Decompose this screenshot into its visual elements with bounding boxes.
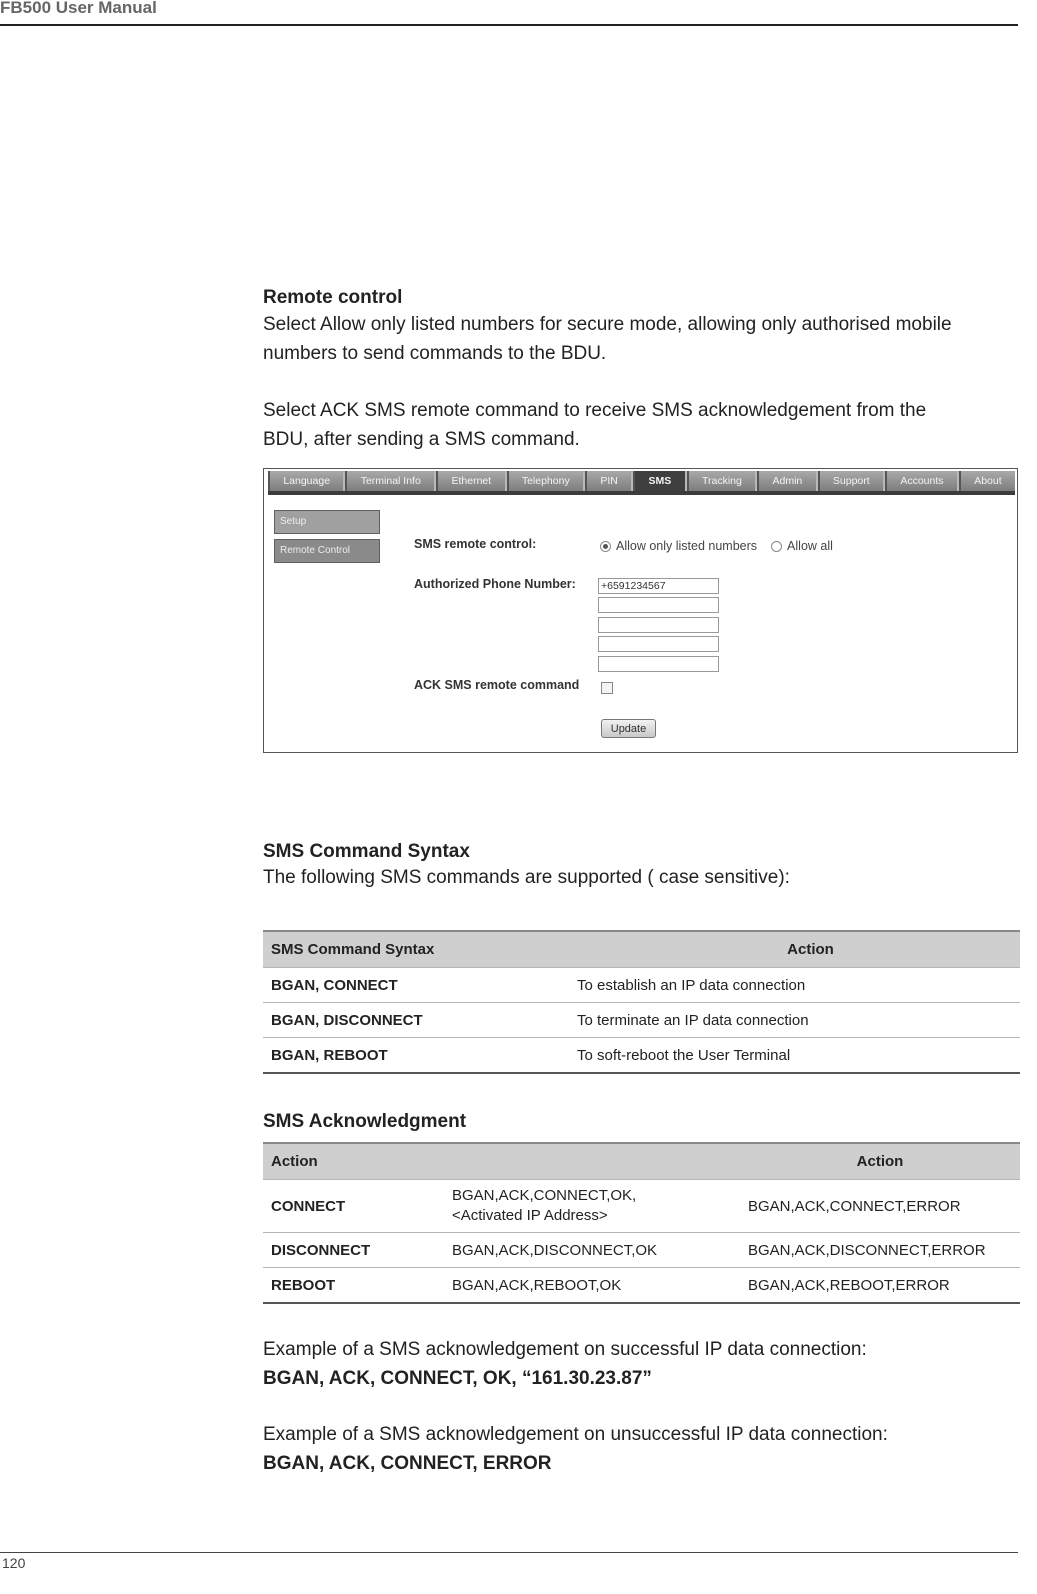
sms-ack-heading: SMS Acknowledgment — [263, 1111, 467, 1132]
table-row — [263, 1038, 1020, 1074]
web-interface-screenshot — [263, 468, 1018, 753]
remote-control-line3: Select ACK SMS remote command to receive SMS acknowledgement from the — [263, 400, 927, 421]
sms-command-table-wrap — [263, 930, 1020, 1074]
examples-section — [263, 1336, 1020, 1478]
remote-control-line1: Select Allow only listed numbers for secure mode, allowing only authorised mobile — [263, 314, 952, 335]
table-row — [263, 968, 1020, 1003]
ack-ok-line1: BGAN,ACK,CONNECT,OK, — [452, 1187, 637, 1204]
radio-allow-listed[interactable] — [600, 541, 611, 552]
table-header-row — [263, 1143, 1020, 1180]
sms-ack-table — [263, 1142, 1020, 1304]
sms-ack-table-wrap — [263, 1142, 1020, 1304]
ack-ok-cell: BGAN,ACK,DISCONNECT,OK — [444, 1233, 740, 1268]
sidebar-item-setup[interactable]: Setup — [274, 510, 380, 534]
radio-allow-all[interactable] — [771, 541, 782, 552]
example-success-intro: Example of a SMS acknowledgement on successful IP data connection: — [263, 1339, 867, 1360]
ack-sms-checkbox[interactable] — [601, 682, 613, 694]
radio-allow-listed-label: Allow only listed numbers — [616, 539, 758, 553]
command-cell: BGAN, REBOOT — [263, 1038, 569, 1074]
column-header-syntax: SMS Command Syntax — [263, 931, 569, 968]
tab-language[interactable]: Language — [268, 471, 343, 491]
action-cell: To establish an IP data connection — [569, 968, 1020, 1003]
sms-command-syntax-intro: The following SMS commands are supported ( case sensitive): — [263, 867, 790, 888]
ack-action-cell: REBOOT — [263, 1268, 444, 1304]
table-header-row — [263, 931, 1020, 968]
ack-action-cell: DISCONNECT — [263, 1233, 444, 1268]
tab-telephony[interactable]: Telephony — [507, 471, 584, 491]
sms-remote-control-options — [600, 539, 833, 553]
table-row — [263, 1233, 1020, 1268]
tab-pin[interactable]: PIN — [585, 471, 631, 491]
example-fail-intro: Example of a SMS acknowledgement on unsuccessful IP data connection: — [263, 1424, 888, 1445]
tab-bar — [268, 471, 1015, 495]
tab-terminal-info[interactable]: Terminal Info — [345, 471, 434, 491]
header-rule — [0, 24, 1018, 26]
example-fail-value: BGAN, ACK, CONNECT, ERROR — [263, 1452, 552, 1474]
tab-support[interactable]: Support — [818, 471, 883, 491]
ack-ok-cell: BGAN,ACK,REBOOT,OK — [444, 1268, 740, 1304]
remote-control-heading: Remote control — [263, 287, 403, 308]
tab-admin[interactable]: Admin — [757, 471, 815, 491]
tab-about[interactable]: About — [959, 471, 1015, 491]
phone-number-field-5[interactable] — [598, 656, 719, 672]
sms-remote-control-label: SMS remote control: — [414, 537, 537, 551]
remote-control-section — [263, 285, 1020, 454]
sms-command-syntax-section — [263, 840, 1020, 893]
command-cell: BGAN, DISCONNECT — [263, 1003, 569, 1038]
sms-command-table — [263, 930, 1020, 1074]
running-header: FB500 User Manual — [0, 0, 157, 17]
example-success-value: BGAN, ACK, CONNECT, OK, “161.30.23.87” — [263, 1367, 652, 1389]
phone-number-field-3[interactable] — [598, 617, 719, 633]
action-cell: To soft-reboot the User Terminal — [569, 1038, 1020, 1074]
column-header-ok — [444, 1143, 740, 1180]
table-row — [263, 1003, 1020, 1038]
ack-error-cell: BGAN,ACK,REBOOT,ERROR — [740, 1268, 1020, 1304]
phone-number-field-1[interactable]: +6591234567 — [598, 578, 719, 594]
table-row — [263, 1180, 1020, 1233]
tab-ethernet[interactable]: Ethernet — [436, 471, 504, 491]
tab-accounts[interactable]: Accounts — [885, 471, 957, 491]
footer-rule — [0, 1552, 1018, 1553]
ack-ok-line2: <Activated IP Address> — [452, 1207, 608, 1224]
phone-number-field-2[interactable] — [598, 597, 719, 613]
action-cell: To terminate an IP data connection — [569, 1003, 1020, 1038]
sms-ack-section — [263, 1110, 1020, 1134]
table-row — [263, 1268, 1020, 1304]
command-cell: BGAN, CONNECT — [263, 968, 569, 1003]
phone-number-field-4[interactable] — [598, 636, 719, 652]
ack-action-cell: CONNECT — [263, 1180, 444, 1233]
remote-control-line4: BDU, after sending a SMS command. — [263, 428, 580, 450]
authorized-phone-label: Authorized Phone Number: — [414, 577, 576, 591]
ack-ok-cell — [444, 1180, 740, 1233]
column-header-action: Action — [263, 1143, 444, 1180]
column-header-action: Action — [569, 931, 1020, 968]
sms-command-syntax-heading: SMS Command Syntax — [263, 841, 470, 862]
remote-control-line2: numbers to send commands to the BDU. — [263, 342, 607, 364]
ack-error-cell: BGAN,ACK,CONNECT,ERROR — [740, 1180, 1020, 1233]
radio-allow-all-label: Allow all — [787, 539, 833, 553]
update-button[interactable]: Update — [601, 719, 656, 738]
sidebar-item-remote-control[interactable]: Remote Control — [274, 539, 380, 563]
ack-sms-label: ACK SMS remote command — [414, 678, 580, 692]
tab-sms[interactable]: SMS — [633, 471, 684, 491]
page-number: 120 — [2, 1555, 26, 1571]
column-header-action-2: Action — [740, 1143, 1020, 1180]
tab-tracking[interactable]: Tracking — [687, 471, 756, 491]
ack-error-cell: BGAN,ACK,DISCONNECT,ERROR — [740, 1233, 1020, 1268]
